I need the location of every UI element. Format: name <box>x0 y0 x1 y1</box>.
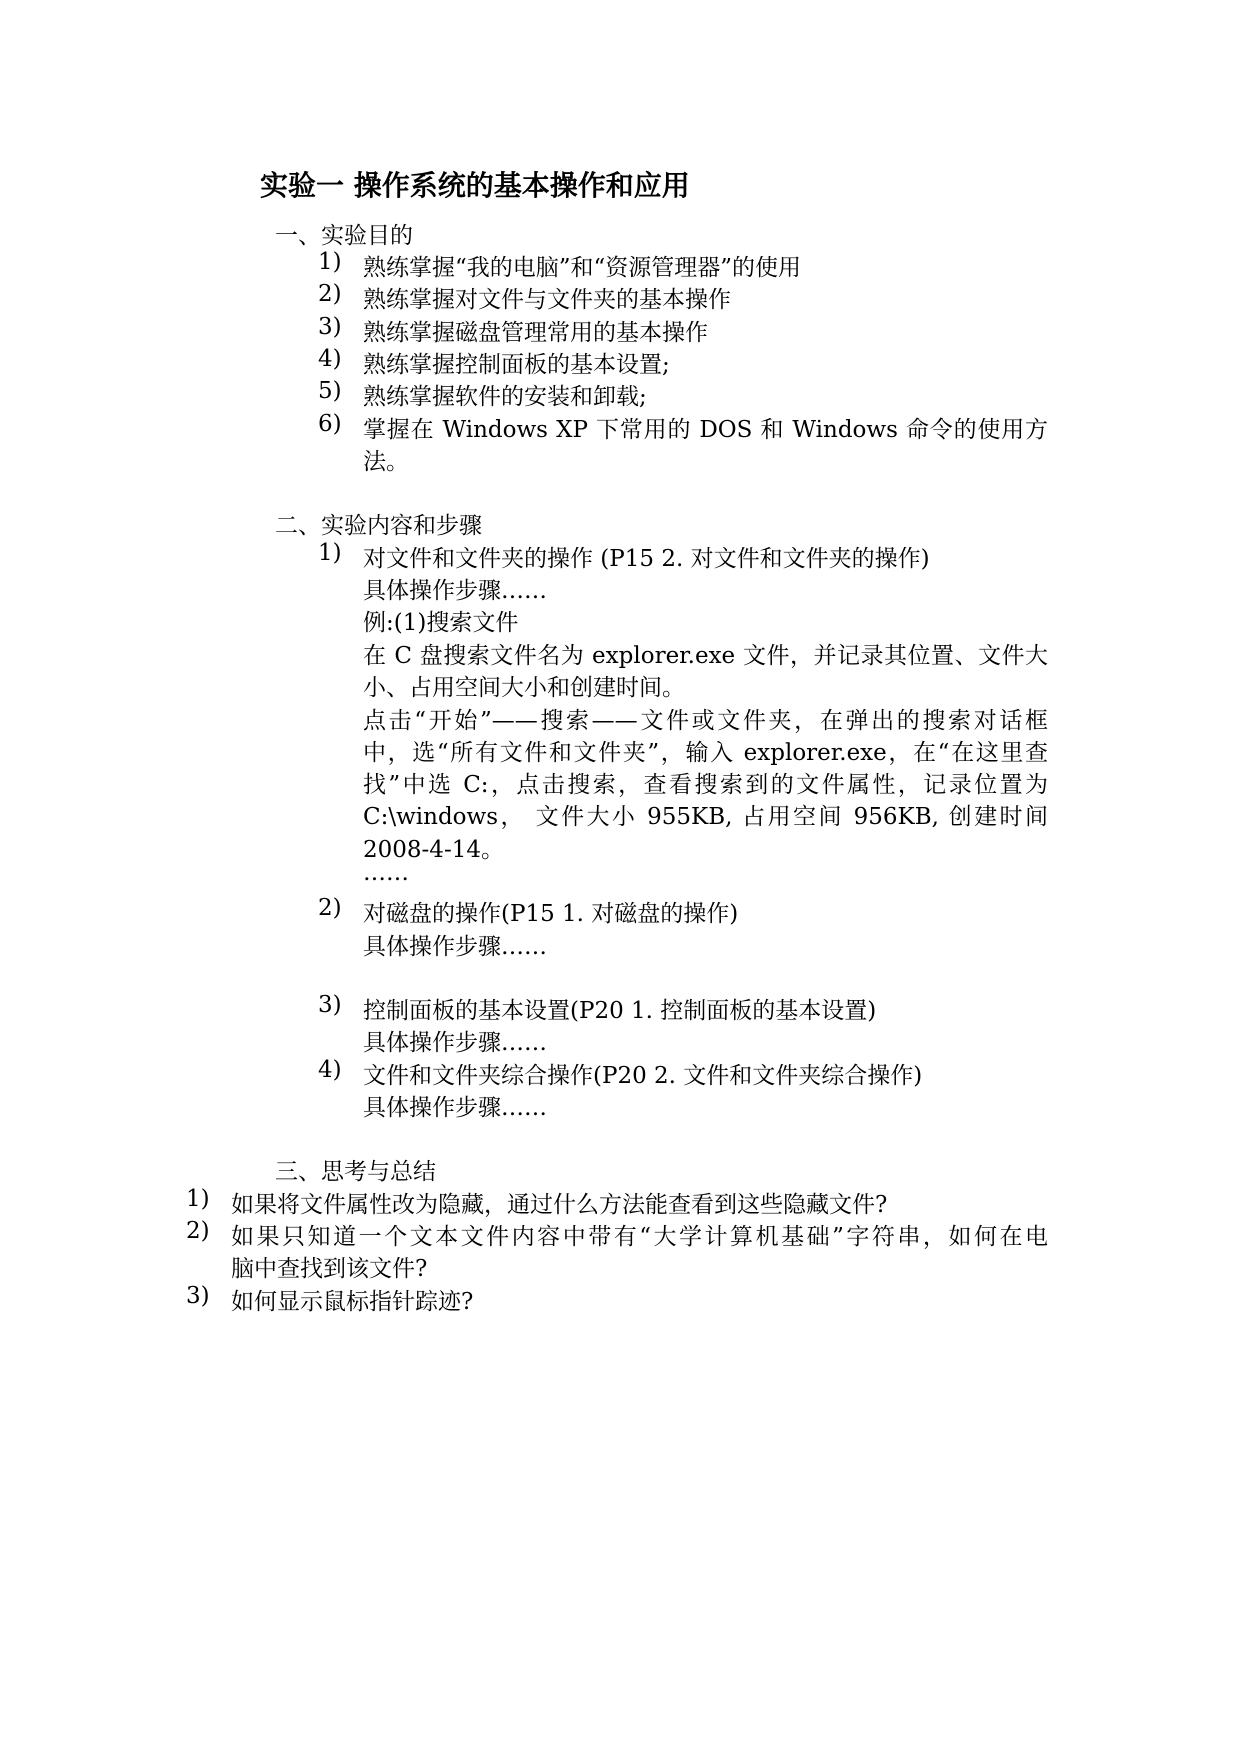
step-1-ellipsis: …… <box>363 860 409 886</box>
step-3-procedure: 具体操作步骤…… <box>363 1030 547 1056</box>
step-1-task-line-2: 小、占用空间大小和创建时间。 <box>363 675 685 701</box>
step-1-number: 1) <box>318 540 342 566</box>
step-4-text: 文件和文件夹综合操作(P20 2. 文件和文件夹综合操作) <box>363 1063 923 1089</box>
step-4-number: 4) <box>318 1057 342 1083</box>
step-4-procedure: 具体操作步骤…… <box>363 1095 547 1121</box>
step-1-answer-line-3: 找”中选 C:，点击搜索，查看搜索到的文件属性，记录位置为 <box>363 772 1048 798</box>
step-1-example: 例:(1)搜索文件 <box>363 610 519 636</box>
step-3-number: 3) <box>318 992 342 1018</box>
step-1-answer-line-4: C:\windows， 文件大小 955KB, 占用空间 956KB, 创建时间 <box>363 804 1048 830</box>
step-1-answer-line-1: 点击“开始”——搜索——文件或文件夹，在弹出的搜索对话框 <box>363 708 1048 734</box>
step-1-answer-line-5: 2008-4-14。 <box>363 837 504 863</box>
section-2-heading: 二、实验内容和步骤 <box>275 513 482 539</box>
section-3-heading: 三、思考与总结 <box>275 1159 436 1185</box>
question-3-number: 3) <box>186 1283 210 1309</box>
objective-3-text: 熟练掌握磁盘管理常用的基本操作 <box>363 320 708 346</box>
question-2-text-line-1: 如果只知道一个文本文件内容中带有“大学计算机基础”字符串，如何在电 <box>231 1224 1048 1250</box>
objective-3-number: 3) <box>318 314 342 340</box>
step-2-number: 2) <box>318 895 342 921</box>
question-3-text: 如何显示鼠标指针踪迹? <box>231 1289 474 1315</box>
step-2-procedure: 具体操作步骤…… <box>363 934 547 960</box>
objective-6-text-line-2: 法。 <box>363 449 409 475</box>
step-3-text: 控制面板的基本设置(P20 1. 控制面板的基本设置) <box>363 998 877 1024</box>
step-2-text: 对磁盘的操作(P15 1. 对磁盘的操作) <box>363 901 739 927</box>
question-1-text: 如果将文件属性改为隐藏，通过什么方法能查看到这些隐藏文件? <box>231 1192 888 1218</box>
objective-4-number: 4) <box>318 346 342 372</box>
objective-6-text-line-1: 掌握在 Windows XP 下常用的 DOS 和 Windows 命令的使用方 <box>363 417 1048 443</box>
step-1-procedure: 具体操作步骤…… <box>363 578 547 604</box>
question-2-text-line-2: 脑中查找到该文件? <box>231 1256 428 1282</box>
question-2-number: 2) <box>186 1218 210 1244</box>
step-1-task-line-1: 在 C 盘搜索文件名为 explorer.exe 文件，并记录其位置、文件大 <box>363 643 1048 669</box>
objective-5-text: 熟练掌握软件的安装和卸载; <box>363 384 647 410</box>
objective-2-number: 2) <box>318 281 342 307</box>
section-1-heading: 一、实验目的 <box>275 223 413 249</box>
objective-2-text: 熟练掌握对文件与文件夹的基本操作 <box>363 287 731 313</box>
page-title: 实验一 操作系统的基本操作和应用 <box>260 169 690 202</box>
objective-5-number: 5) <box>318 378 342 404</box>
step-1-answer-line-2: 中，选“所有文件和文件夹”，输入 explorer.exe，在“在这里查 <box>363 740 1048 766</box>
objective-1-text: 熟练掌握“我的电脑”和“资源管理器”的使用 <box>363 255 802 281</box>
objective-6-number: 6) <box>318 411 342 437</box>
step-1-text: 对文件和文件夹的操作 (P15 2. 对文件和文件夹的操作) <box>363 546 930 572</box>
objective-4-text: 熟练掌握控制面板的基本设置; <box>363 352 670 378</box>
objective-1-number: 1) <box>318 249 342 275</box>
question-1-number: 1) <box>186 1186 210 1212</box>
